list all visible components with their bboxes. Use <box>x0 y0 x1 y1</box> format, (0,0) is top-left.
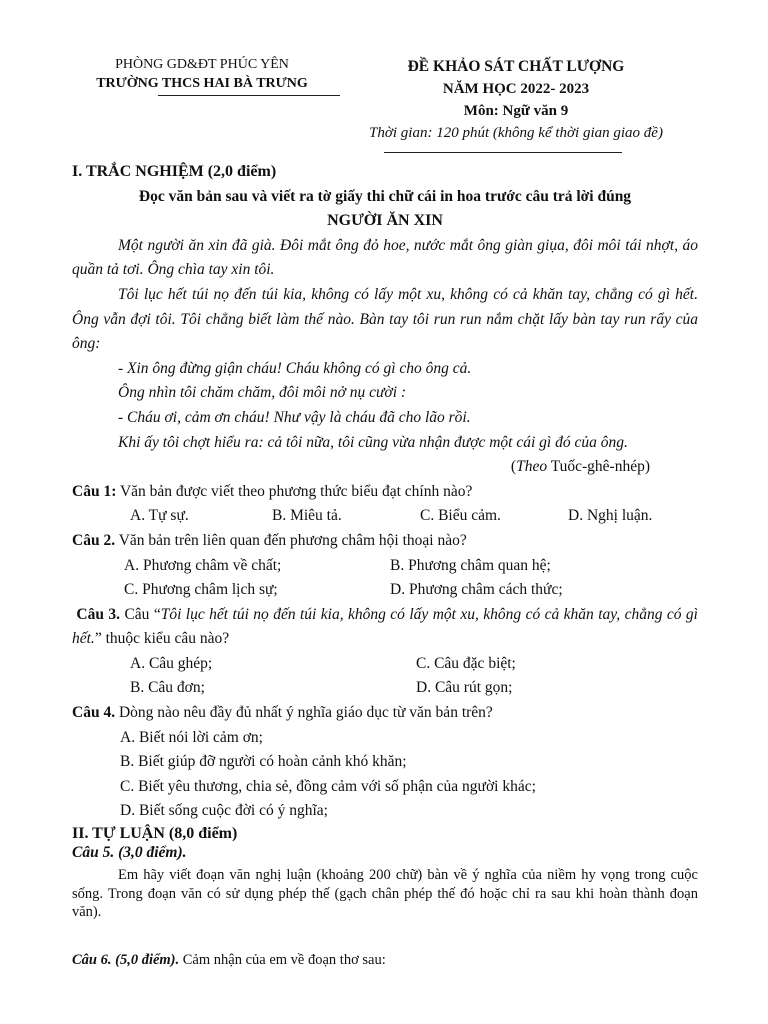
source-author: Tuốc-ghê-nhép <box>550 458 645 476</box>
duration: Thời gian: 120 phút (không kể thời gian giao đề) <box>369 125 663 141</box>
question-6-label: Câu 6. (5,0 điểm). <box>72 951 180 968</box>
option-c: C. Biết yêu thương, chia sẻ, đồng cảm với số phận của người khác; <box>120 777 536 795</box>
question-5-text: Em hãy viết đoạn văn nghị luận (khoảng 200 chữ) bàn về ý nghĩa của niềm hy vọng trong cuộc sống. Trong đoạn văn có sử dụng phép thế (gạch chân phép thế đó hoặc chỉ ra sau khi hoàn thành đoạn văn). <box>72 867 698 921</box>
question-3-suffix: ” thuộc kiểu câu nào? <box>94 630 230 648</box>
passage-paragraph: Một người ăn xin đã già. Đôi mắt ông đỏ hoe, nước mắt ông giàn giụa, đôi môi tái nhợt, áo quần tả tơi. Ông chìa tay xin tôi. <box>72 236 698 279</box>
option-c: C. Câu đặc biệt; <box>416 654 516 672</box>
option-b: B. Câu đơn; <box>130 679 205 697</box>
section-2-heading: II. TỰ LUẬN (8,0 điểm) <box>72 825 238 843</box>
question-4-label: Câu 4. <box>72 704 116 722</box>
school-header <box>72 56 332 96</box>
option-a: A. Câu ghép; <box>130 654 213 672</box>
exam-content <box>72 160 698 972</box>
question-2 <box>72 529 698 554</box>
option-b: B. Biết giúp đỡ người có hoàn cảnh khó khăn; <box>120 753 407 771</box>
question-6 <box>72 948 698 973</box>
exam-header <box>330 56 702 144</box>
option-a: A. Phương châm về chất; <box>124 556 282 574</box>
option-d: D. Nghị luận. <box>568 507 653 525</box>
question-4 <box>72 701 698 726</box>
question-3-label: Câu 3. <box>76 605 121 623</box>
header-divider <box>384 152 622 153</box>
option-d: D. Biết sống cuộc đời có ý nghĩa; <box>120 802 328 820</box>
reading-instruction: Đọc văn bản sau và viết ra tờ giấy thi chữ cái in hoa trước câu trả lời đúng <box>138 187 632 205</box>
passage-dialogue: - Xin ông đừng giận cháu! Cháu không có gì cho ông cả. <box>118 359 472 377</box>
question-2-options <box>72 554 698 603</box>
question-1-text: Văn bản được viết theo phương thức biểu đạt chính nào? <box>119 482 473 500</box>
question-3 <box>72 603 698 652</box>
school-name: TRƯỜNG THCS HAI BÀ TRƯNG <box>96 76 308 91</box>
question-1-label: Câu 1: <box>72 482 117 500</box>
school-underline <box>158 95 340 96</box>
passage-paragraph: Khi ấy tôi chợt hiểu ra: cả tôi nữa, tôi cũng vừa nhận được một cái gì đó của ông. <box>118 433 628 451</box>
option-c: C. Phương châm lịch sự; <box>124 581 278 599</box>
option-a: A. Tự sự. <box>130 507 189 525</box>
question-5-label: Câu 5. (3,0 điểm). <box>72 844 187 862</box>
option-c: C. Biểu cảm. <box>420 507 501 525</box>
passage-paragraph: Ông nhìn tôi chăm chăm, đôi môi nở nụ cười : <box>118 384 407 402</box>
question-1-options <box>72 504 698 529</box>
question-2-text: Văn bản trên liên quan đến phương châm hội thoại nào? <box>118 531 467 549</box>
question-3-prefix: Câu “ <box>124 605 161 623</box>
subject: Môn: Ngữ văn 9 <box>463 103 569 119</box>
passage-dialogue: - Cháu ơi, cảm ơn cháu! Như vậy là cháu đã cho lão rồi. <box>118 408 471 426</box>
exam-title: ĐỀ KHẢO SÁT CHẤT LƯỢNG <box>407 58 625 75</box>
passage-source: (Theo Tuốc-ghê-nhép) <box>510 458 650 476</box>
question-4-text: Dòng nào nêu đầy đủ nhất ý nghĩa giáo dục từ văn bản trên? <box>118 704 493 722</box>
question-2-label: Câu 2. <box>72 531 116 549</box>
school-year: NĂM HỌC 2022- 2023 <box>442 81 590 97</box>
passage-title: NGƯỜI ĂN XIN <box>327 212 443 230</box>
passage-paragraph: Tôi lục hết túi nọ đến túi kia, không có lấy một xu, không có cả khăn tay, chẳng có gì hết. Ông vẫn đợi tôi. Tôi chẳng biết làm thế nào. Bàn tay tôi run run nắm chặt lấy bàn tay run rẩy của ông: <box>72 285 698 353</box>
question-6-text: Cảm nhận của em về đoạn thơ sau: <box>182 951 386 968</box>
section-1-heading: I. TRẮC NGHIỆM (2,0 điểm) <box>72 163 277 180</box>
question-3-options <box>72 652 698 701</box>
option-d: D. Phương châm cách thức; <box>390 581 563 599</box>
option-b: B. Phương châm quan hệ; <box>390 556 551 574</box>
option-d: D. Câu rút gọn; <box>416 679 513 697</box>
department-name: PHÒNG GD&ĐT PHÚC YÊN <box>115 57 289 72</box>
option-b: B. Miêu tả. <box>272 507 342 525</box>
option-a: A. Biết nói lời cảm ơn; <box>120 728 263 746</box>
source-prefix: Theo <box>516 458 548 476</box>
question-3-quote: Tôi lục hết túi nọ đến túi kia, không có lấy một xu, không có cả khăn tay, chẳng có gì hết. <box>72 605 698 648</box>
question-1 <box>72 480 698 505</box>
